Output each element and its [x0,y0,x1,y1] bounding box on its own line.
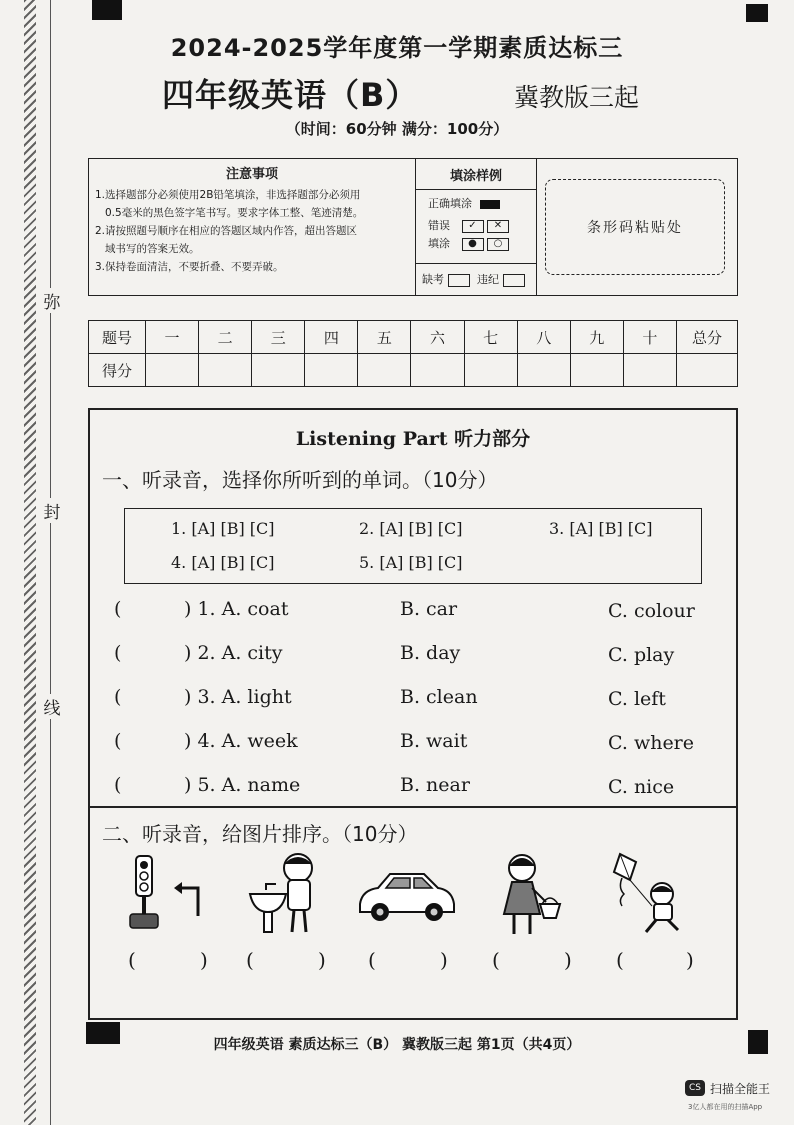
order-paren-1-close: ) [200,948,208,972]
score-header-cell: 八 [517,321,570,354]
order-paren-5-close: ) [686,948,694,972]
listening-section [88,408,738,1020]
answer-bubble-5[interactable]: 5. [A] [B] [C] [359,553,463,572]
q5-option-b: B. near [400,774,470,796]
fill-wrong-label-1: 错误 [428,219,450,232]
notice-box [88,158,738,296]
q5-paren[interactable]: ( [114,774,122,796]
seal-char-2: 封 [42,498,62,523]
fill-wrong-row-2 [428,235,509,251]
order-paren-4-open[interactable]: ( [492,948,500,972]
answer-bubble-1[interactable]: 1. [A] [B] [C] [171,519,275,538]
q1-option-c: C. colour [608,600,695,622]
barcode-column [537,159,737,295]
score-cell[interactable] [199,354,252,387]
score-header-cell: 一 [146,321,199,354]
circle-box-icon: ○ [487,238,509,251]
absent-box[interactable] [448,274,470,287]
q2-option-b: B. day [400,642,461,664]
score-cell[interactable] [411,354,464,387]
score-header-cell: 题号 [89,321,146,354]
score-header-cell: 九 [570,321,623,354]
order-paren-3-close: ) [440,948,448,972]
score-cell[interactable] [305,354,358,387]
score-cell[interactable] [464,354,517,387]
answer-bubble-2[interactable]: 2. [A] [B] [C] [359,519,463,538]
cross-box-icon: ✕ [487,220,509,233]
score-table [88,320,738,387]
q3-paren[interactable]: ( [114,686,122,708]
notice-item-3: 3.保持卷面清洁，不要折叠、不要弄破。 [95,261,284,273]
score-cell[interactable] [677,354,738,387]
score-cell[interactable] [623,354,676,387]
notice-title: 注意事项 [225,167,278,182]
score-row-label: 得分 [89,354,146,387]
seal-char-3: 线 [42,694,62,719]
notice-column [89,159,416,295]
boy-flying-kite-icon [606,852,686,938]
score-row [89,354,738,387]
fill-correct-label: 正确填涂 [428,197,472,210]
absent-label: 缺考 [422,273,444,286]
absent-row [422,271,525,287]
order-paren-4-close: ) [564,948,572,972]
dot-box-icon: ● [462,238,484,251]
score-header-cell: 四 [305,321,358,354]
fill-correct-row [428,195,500,211]
section-divider [90,806,736,808]
q3-option-b: B. clean [400,686,478,708]
barcode-area: 条形码粘贴处 [545,179,725,275]
binding-line [50,0,51,1125]
order-paren-2-open[interactable]: ( [246,948,254,972]
fill-example-title: 填涂样例 [416,159,536,190]
listening-part-title: Listening Part 听力部分 [295,428,531,450]
notice-item-2b: 域书写的答案无效。 [105,243,200,255]
order-paren-3-open[interactable]: ( [368,948,376,972]
q3-option-a: ) 3. A. light [184,686,292,708]
q5-option-a: ) 5. A. name [184,774,301,796]
q4-option-c: C. where [608,732,695,754]
fill-wrong-label-2: 填涂 [428,237,450,250]
scanner-app-icon: CS [685,1080,705,1096]
score-cell[interactable] [252,354,305,387]
scanner-app-tagline: 3亿人都在用的扫描App [688,1103,763,1111]
notice-item-1b: 0.5毫米的黑色签字笔书写。要求字体工整、笔迹清楚。 [105,207,364,219]
score-header-cell: 三 [252,321,305,354]
score-header-cell: 七 [464,321,517,354]
exam-title: 四年级英语（B） [162,76,419,114]
check-box-icon: ✓ [462,220,484,233]
score-cell[interactable] [517,354,570,387]
q1-option-a: ) 1. A. coat [184,598,289,620]
q4-option-b: B. wait [400,730,468,752]
girl-with-basket-icon [490,852,566,940]
fill-wrong-row-1 [428,217,509,233]
q4-paren[interactable]: ( [114,730,122,752]
score-cell[interactable] [358,354,411,387]
notice-item-1: 1.选择题部分必须使用2B铅笔填涂，非选择题部分必须用 [95,189,361,201]
q2-option-a: ) 2. A. city [184,642,283,664]
q3-option-c: C. left [608,688,666,710]
page-footer: 四年级英语 素质达标三（B） 冀教版三起 第1页（共4页） [213,1037,581,1053]
score-cell[interactable] [146,354,199,387]
answer-bubble-3[interactable]: 3. [A] [B] [C] [549,519,653,538]
binding-zigzag [24,0,36,1125]
scanner-app-name: 扫描全能王 [710,1082,771,1096]
score-header-cell: 五 [358,321,411,354]
exam-time-score: （时间：60分钟 满分：100分） [285,120,509,138]
exam-edition: 冀教版三起 [514,83,640,112]
fill-example-column [416,159,537,295]
corner-mark-tr [746,4,768,22]
violation-label: 违纪 [477,273,499,286]
violation-box[interactable] [503,274,525,287]
score-header-cell: 总分 [677,321,738,354]
score-cell[interactable] [570,354,623,387]
q1-option-b: B. car [400,598,458,620]
order-paren-2-close: ) [318,948,326,972]
boy-washing-face-icon [246,850,330,936]
traffic-light-and-turn-left-icon [120,854,210,934]
q1-paren[interactable]: ( [114,598,122,620]
car-icon [354,866,458,926]
answer-sheet-box [124,508,702,584]
score-header-cell: 六 [411,321,464,354]
section-1-title: 一、听录音，选择你所听到的单词。（10分） [102,468,498,492]
filled-box-icon [480,200,500,209]
seal-char-1: 弥 [42,288,62,313]
q2-option-c: C. play [608,644,675,666]
score-header-cell: 十 [623,321,676,354]
answer-bubble-4[interactable]: 4. [A] [B] [C] [171,553,275,572]
q5-option-c: C. nice [608,776,675,798]
corner-mark-tl [92,0,122,20]
q4-option-a: ) 4. A. week [184,730,298,752]
score-header-row [89,321,738,354]
order-paren-1-open[interactable]: ( [128,948,136,972]
fill-divider [416,263,536,264]
order-paren-5-open[interactable]: ( [616,948,624,972]
score-header-cell: 二 [199,321,252,354]
section-2-title: 二、听录音，给图片排序。（10分） [102,822,418,846]
exam-header-line1: 2024-2025学年度第一学期素质达标三 [170,34,624,62]
q2-paren[interactable]: ( [114,642,122,664]
notice-item-2: 2.请按照题号顺序在相应的答题区域内作答，超出答题区 [95,225,358,237]
